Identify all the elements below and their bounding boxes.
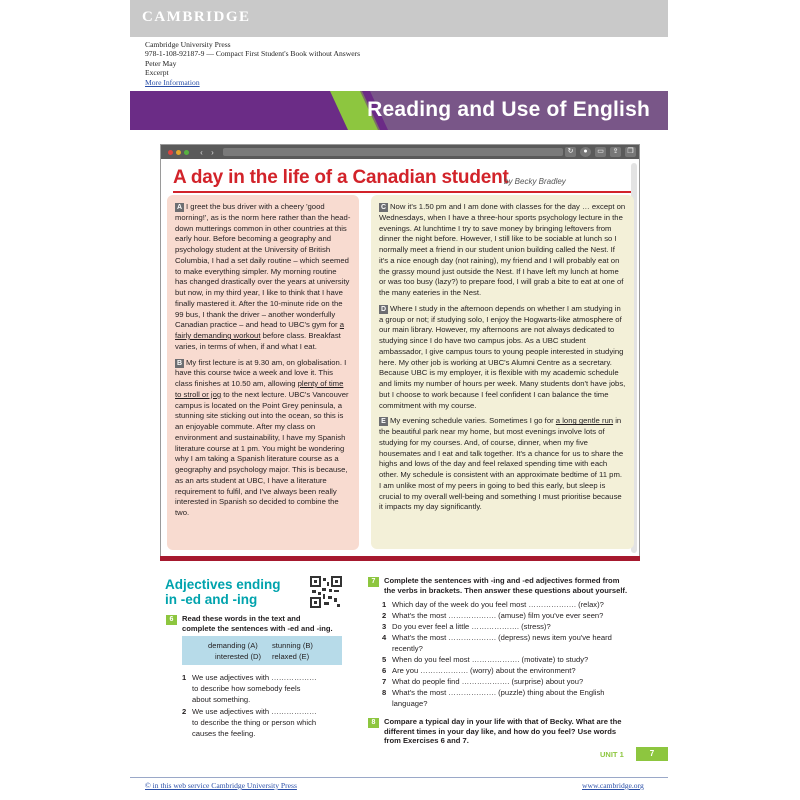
exercise-8-instruction xyxy=(384,717,621,746)
paragraph-c xyxy=(379,202,626,299)
question-text: What's the most ………………. (amuse) film you've ever seen? xyxy=(392,611,604,620)
vocabulary-heading-line: Adjectives ending xyxy=(165,577,281,592)
forward-arrow-icon[interactable]: › xyxy=(211,148,214,157)
book-metadata xyxy=(145,40,360,87)
exercise-6-item-1 xyxy=(182,672,317,705)
question-text: What's the most ………………. (puzzle) thing about the English xyxy=(392,688,605,697)
instruction-line: from Exercises 6 and 7. xyxy=(384,736,469,746)
question-number: 3 xyxy=(382,622,387,631)
question-text: recently? xyxy=(392,644,423,653)
paragraph-a xyxy=(175,202,351,353)
qr-code-icon[interactable] xyxy=(310,576,342,608)
paragraph-b xyxy=(175,358,351,519)
paragraph-e xyxy=(379,416,626,513)
title-divider xyxy=(173,191,631,193)
instruction-line: the verbs in brackets. Then answer these questions about yourself. xyxy=(384,585,628,595)
article-title: A day in the life of a Canadian student xyxy=(173,167,509,188)
cambridge-logo: CAMBRIDGE xyxy=(142,9,251,25)
question-number: 2 xyxy=(382,611,387,620)
paragraph-text: Now it's 1.50 pm and I am done with classes for the day … except on Wednesdays, when I have a three-hour sports psychology lecture in the evenings. At lunchtime I try to save money by bringing leftovers from dinner the night before. However, I still like to be sociable at lunch so I normally meet a friend in our student union building called the Nest. If it's a nice enough day (not raining), my friend and I will probably eat on the grassy mound just outside the Nest. If I have left my lunch at home or was too busy (lazy?) to prepare food, I will grab a bite to eat at one of the many eateries in the Nest. xyxy=(379,202,626,297)
minimize-dot-icon[interactable] xyxy=(176,150,181,155)
article-column-right xyxy=(371,195,634,549)
paragraph-text: before class. Breakfast varies, in terms of when, if and what I eat. xyxy=(175,331,341,351)
question-4 xyxy=(382,632,632,654)
exercise-6-item-2 xyxy=(182,706,317,739)
question-7 xyxy=(382,676,632,687)
paragraph-letter: D xyxy=(380,305,387,313)
underlined-phrase: plenty of time to stroll or jog xyxy=(175,379,344,399)
exercise-7-instruction xyxy=(384,576,627,595)
page-number: 7 xyxy=(636,747,668,761)
isbn-line: 978-1-108-92187-9 — Compact First Student's Book without Answers xyxy=(145,49,361,59)
paragraph-d xyxy=(379,304,626,412)
paragraph-letter: C xyxy=(380,204,387,211)
word-item: relaxed (E) xyxy=(272,652,310,661)
item-text: We use adjectives with ……………… xyxy=(192,707,317,716)
item-text: about something. xyxy=(192,695,251,704)
instruction-line: Read these words in the text and xyxy=(182,614,301,623)
word-item: stunning (B) xyxy=(272,641,313,650)
exercise-6-number: 6 xyxy=(166,615,177,625)
item-text: We use adjectives with ……………… xyxy=(192,673,317,682)
question-5 xyxy=(382,654,632,665)
paragraph-text: My evening schedule varies. Sometimes I go for xyxy=(390,416,556,426)
paragraph-letter: E xyxy=(379,417,388,426)
paragraph-letter: B xyxy=(176,359,183,367)
instruction-line: complete the sentences with -ed and -ing. xyxy=(182,623,333,633)
exercise-8-number: 8 xyxy=(368,718,379,728)
question-number: 1 xyxy=(382,600,387,609)
question-text: Are you ………………. (worry) about the environment? xyxy=(392,666,576,675)
exercise-7-number: 7 xyxy=(368,577,379,587)
close-dot-icon[interactable] xyxy=(168,150,173,155)
question-2 xyxy=(382,610,632,621)
question-text: language? xyxy=(392,699,428,708)
address-bar[interactable] xyxy=(223,148,563,156)
section-title: Reading and Use of English xyxy=(367,98,650,121)
vocabulary-heading-line: in -ed and -ing xyxy=(165,592,258,607)
paragraph-letter: A xyxy=(176,204,183,211)
excerpt-line: Excerpt xyxy=(145,68,169,78)
question-number: 4 xyxy=(382,633,387,642)
paragraph-text: My first lecture is at 9.30 am, on globalisation. I have this course twice a week and love it. This class finishes at 10.50 am, allowing xyxy=(175,357,347,388)
instruction-line: different times in your day like, and how do you feel? Use words xyxy=(384,726,617,736)
section-banner xyxy=(130,91,668,130)
browser-toolbar xyxy=(161,145,639,159)
word-item: interested (D) xyxy=(215,652,262,661)
item-text: causes the feeling. xyxy=(192,729,256,738)
item-number: 2 xyxy=(182,707,187,716)
article-byline: by Becky Bradley xyxy=(504,177,566,186)
question-text: What do people find ………………. (surprise) about you? xyxy=(392,677,584,686)
question-1 xyxy=(382,599,632,610)
word-item: demanding (A) xyxy=(208,641,258,650)
article-column-left xyxy=(167,195,359,550)
question-number: 8 xyxy=(382,688,387,697)
question-number: 6 xyxy=(382,666,387,675)
underlined-phrase: a long gentle run xyxy=(555,416,614,426)
question-6 xyxy=(382,665,632,676)
footer-divider xyxy=(130,777,668,778)
question-text: What's the most ………………. (depress) news item you've heard xyxy=(392,633,612,642)
item-text: to describe the thing or person which xyxy=(192,718,317,727)
question-text: Do you ever feel a little ………………. (stress)? xyxy=(392,622,551,631)
back-arrow-icon[interactable]: ‹ xyxy=(200,148,203,157)
cambridge-banner xyxy=(130,0,668,37)
instruction-line: Complete the sentences with -ing and -ed adjectives formed from xyxy=(384,576,620,585)
download-icon[interactable]: ● xyxy=(580,147,591,157)
question-number: 7 xyxy=(382,677,387,686)
reload-icon[interactable]: ↻ xyxy=(565,147,576,157)
exercise-6-instruction xyxy=(182,614,333,633)
website-link[interactable]: www.cambridge.org xyxy=(582,781,644,790)
more-information-link[interactable]: More Information xyxy=(145,77,200,87)
publisher-line: Cambridge University Press xyxy=(145,40,231,49)
browser-bottom-bar xyxy=(160,556,640,561)
maximize-dot-icon[interactable] xyxy=(184,150,189,155)
question-text: Which day of the week do you feel most ………………. (relax)? xyxy=(392,600,604,609)
item-number: 1 xyxy=(182,673,187,682)
tabs-icon[interactable]: ❐ xyxy=(625,147,636,157)
question-text: When do you feel most ………………. (motivate) to study? xyxy=(392,655,589,664)
browser-window xyxy=(160,144,640,560)
word-box xyxy=(182,636,342,665)
paragraph-text: Where I study in the afternoon depends on whether I am studying in a group or not; if studying solo, I enjoy the Hogwarts-like atmosphere of our main library. However, my afternoons are not always dedicated to studying since I do have two campus jobs. As a UBC student ambassador, I give campus tours to young people interested in studying here. My other job is working at UBC's Alumni Centre as a secretary. Because UBC is my employer, it is flexible with my academic schedule and limits my number of hours per week. Many students don't have jobs, but I choose to work because I feel confident I can balance the time commitment with my course. xyxy=(379,303,626,410)
paragraph-text: in the beautiful park near my home, but most evenings involve lots of studying for my courses. And, of course, dinner, when my five housemates and I eat and talk together. It's a chance for us to share the highs and lows of the day and feel relaxed spending time with each other. My schedule is consistent with an approximate bedtime of 11 pm. I am unlike most of my peers in going to bed this early, but sleep is crucial to my overall well-being and something I must prioritise because it impacts my day significantly. xyxy=(379,416,624,512)
instruction-line: Compare a typical day in your life with that of Becky. What are the xyxy=(384,717,622,726)
question-number: 5 xyxy=(382,655,387,664)
author-line: Peter May xyxy=(145,58,177,68)
share-icon[interactable]: ⇪ xyxy=(610,147,621,157)
vocabulary-heading xyxy=(165,577,281,607)
lock-icon[interactable]: ▭ xyxy=(595,147,606,157)
paragraph-text: to the next lecture. UBC's Vancouver campus is located on the Point Grey peninsula, a stunning site sticking out into the ocean, so this is an enjoyable commute. After my class on environment and sustainability, I have my Spanish literature course at 1 pm. You might be wondering why I am taking a Spanish literature course as a geography and psychology major. This is because, as an arts student at UBC, I have a literature requirement to fulfil, and I've always been really interested in Spanish so decided to combine the two. xyxy=(175,389,349,517)
copyright-link[interactable]: © in this web service Cambridge University Press xyxy=(145,781,297,790)
item-text: to describe how somebody feels xyxy=(192,684,301,693)
underlined-phrase: a fairly demanding workout xyxy=(175,320,344,340)
unit-label: UNIT 1 xyxy=(600,750,624,759)
paragraph-text: I greet the bus driver with a cheery 'good morning!', as is the norm here rather than the head-down mutterings common in other countries at this early hour. Before becoming a geography and psychology student at the University of British Columbia, I had a set daily routine – which seemed to make everything simpler. My morning routine has changed drastically over the years at university but now, in my third year, I like to think that I have finally mastered it. After the 10-minute ride on the 99 bus, I thank the driver – another wonderfully Canadian practice – and head to UBC's gym for xyxy=(175,202,351,330)
question-8 xyxy=(382,687,632,709)
question-3 xyxy=(382,621,632,632)
